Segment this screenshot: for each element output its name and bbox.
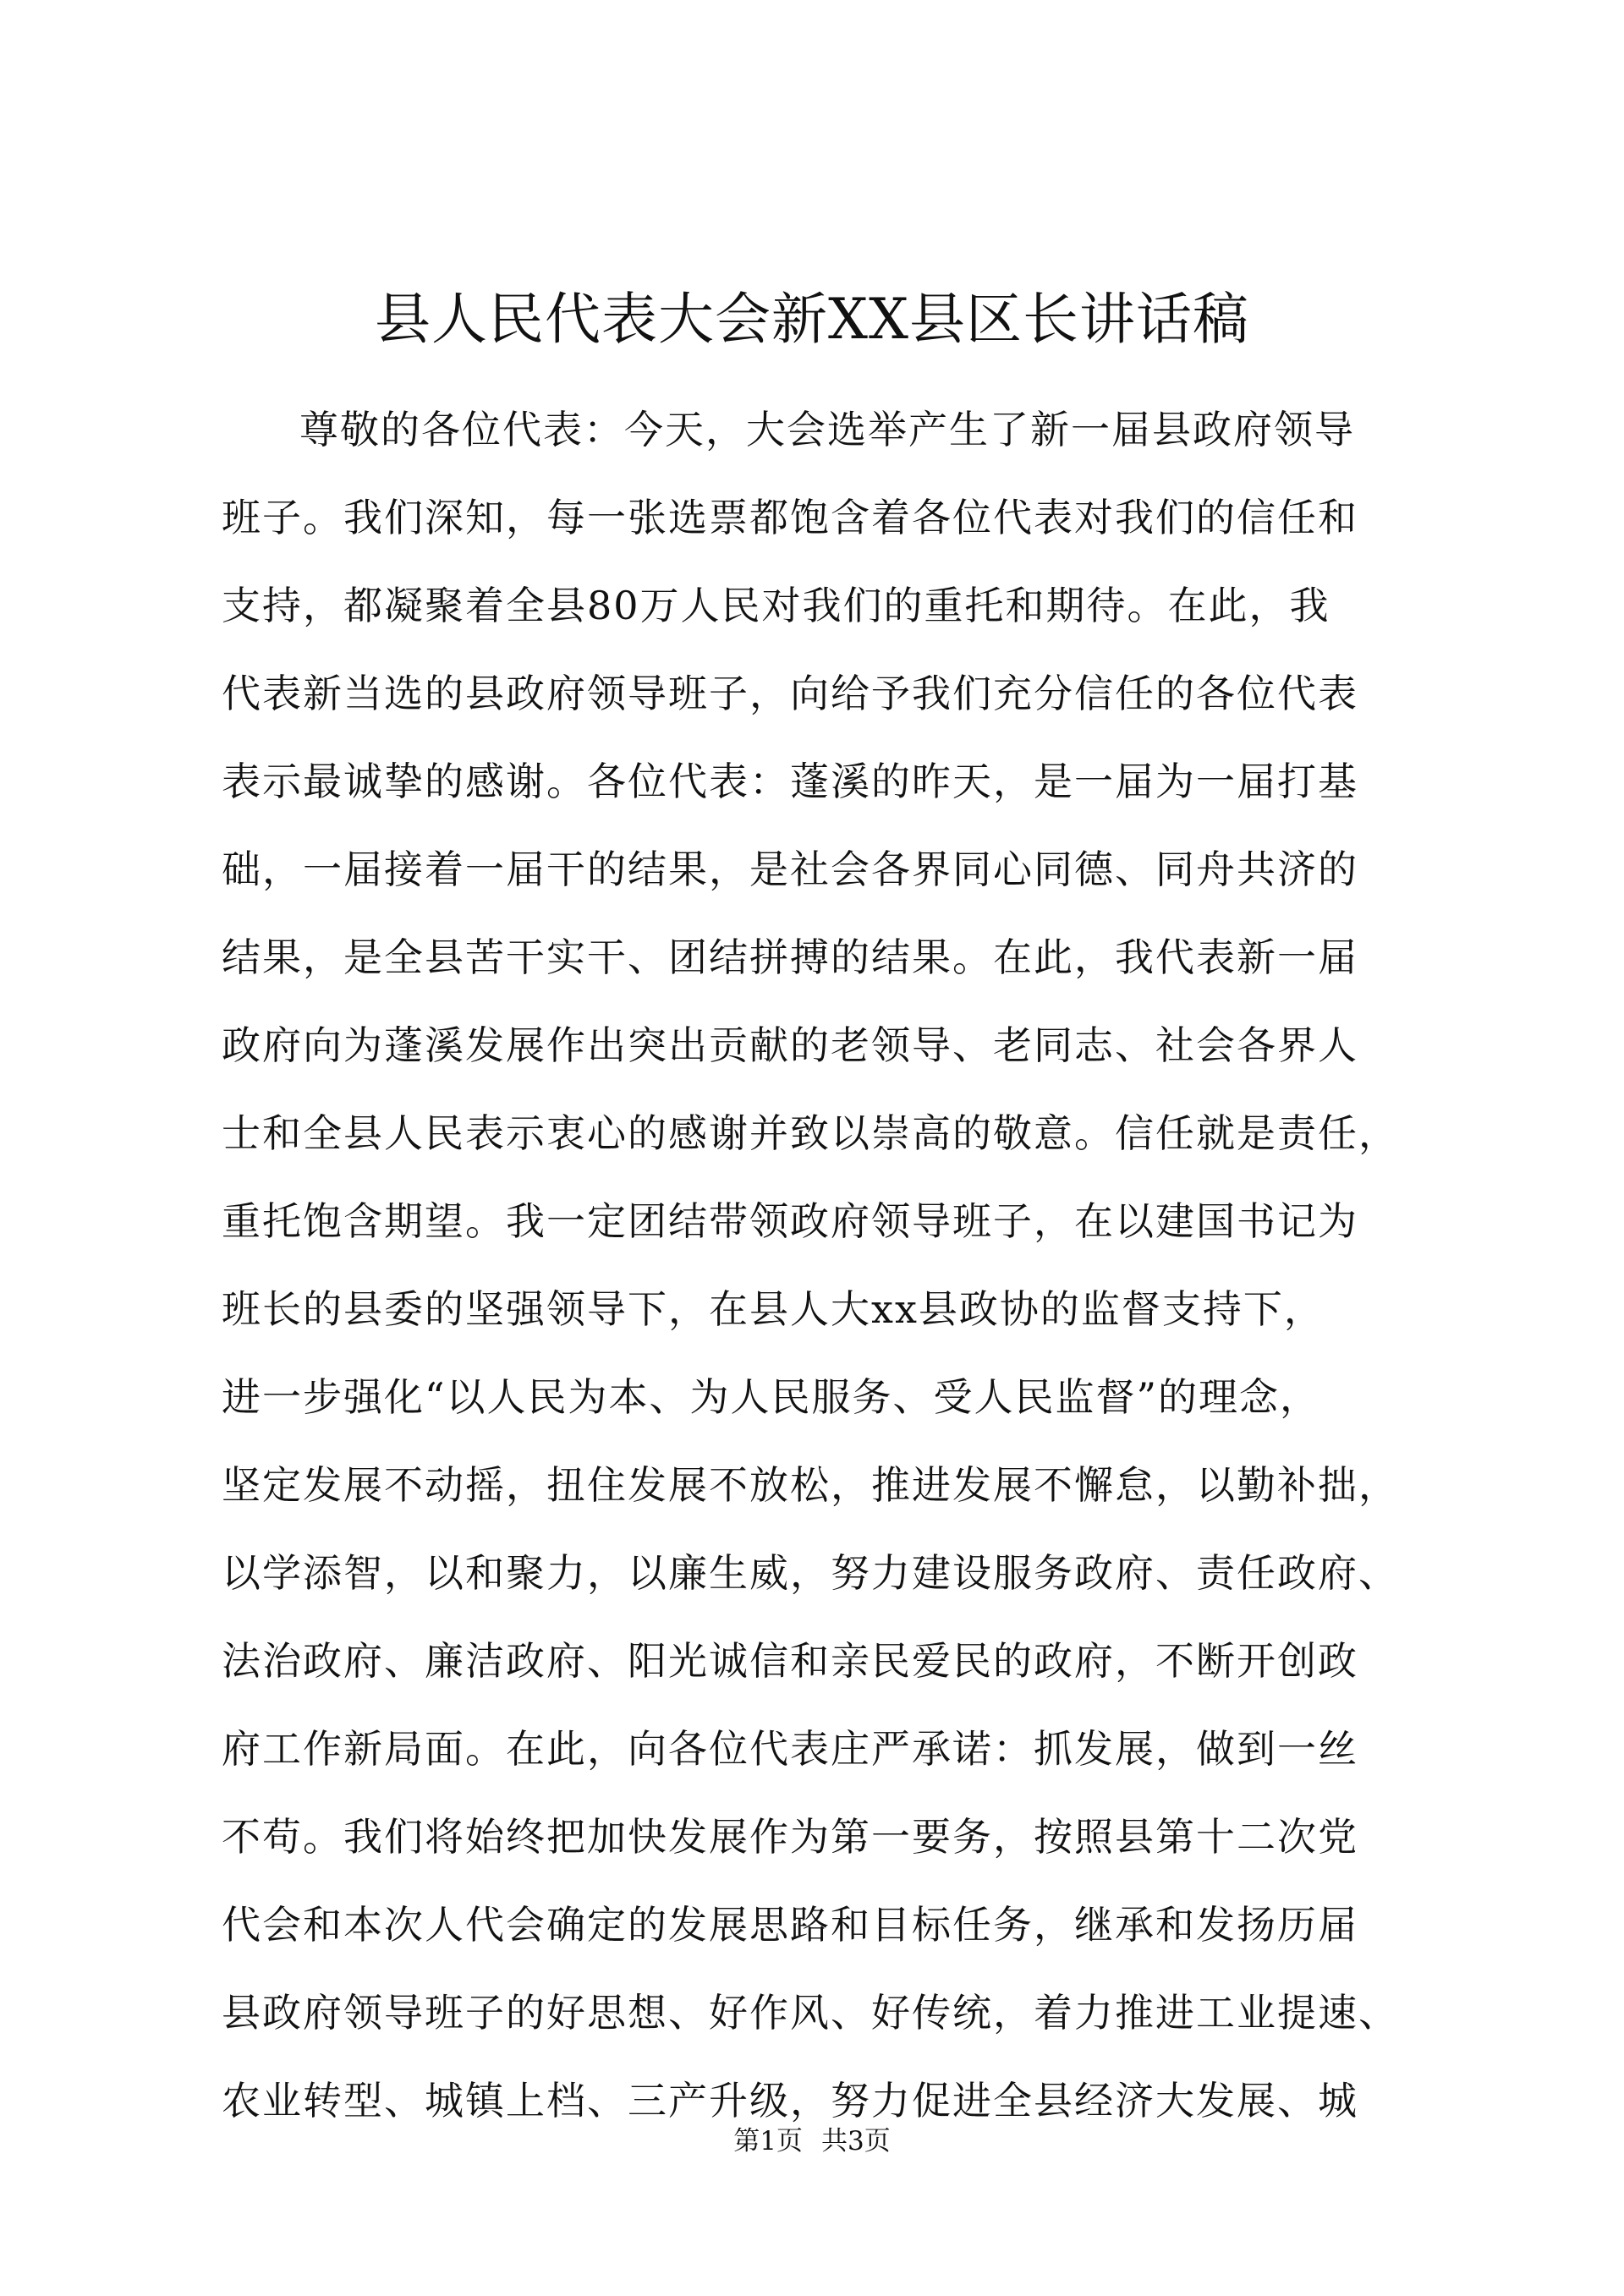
document-body — [222, 386, 1440, 2145]
body-line: 士和全县人民表示衷心的感谢并致以崇高的敬意。信任就是责任， — [222, 1110, 1399, 1156]
body-line: 班子。我们深知，每一张选票都饱含着各位代表对我们的信任和 — [222, 495, 1358, 540]
body-line: 县政府领导班子的好思想、好作风、好传统，着力推进工业提速、 — [222, 1990, 1399, 2036]
body-line: 表示最诚挚的感谢。各位代表：蓬溪的昨天，是一届为一届打基 — [222, 759, 1358, 804]
body-line: 农业转型、城镇上档、三产升级，努力促进全县经济大发展、城 — [222, 2078, 1358, 2123]
body-line: 代会和本次人代会确定的发展思路和目标任务，继承和发扬历届 — [222, 1902, 1358, 1948]
page-footer — [0, 2124, 1624, 2158]
body-line: 不苟。我们将始终把加快发展作为第一要务，按照县第十二次党 — [222, 1814, 1358, 1860]
body-line: 础，一届接着一届干的结果，是社会各界同心同德、同舟共济的 — [222, 847, 1358, 892]
body-line: 府工作新局面。在此，向各位代表庄严承诺：抓发展，做到一丝 — [222, 1726, 1358, 1772]
body-line: 班长的县委的坚强领导下，在县人大xx县政协的监督支持下， — [222, 1286, 1325, 1332]
body-line: 尊敬的各位代表：今天，大会选举产生了新一届县政府领导 — [299, 407, 1355, 452]
body-line: 坚定发展不动摇，扭住发展不放松，推进发展不懈怠，以勤补拙， — [222, 1462, 1399, 1508]
body-line: 支持，都凝聚着全县80万人民对我们的重托和期待。在此，我 — [222, 583, 1330, 628]
body-line: 重托饱含期望。我一定团结带领政府领导班子，在以建国书记为 — [222, 1198, 1358, 1244]
body-line: 代表新当选的县政府领导班子，向给予我们充分信任的各位代表 — [222, 671, 1358, 716]
document-title: 县人民代表大会新XX县区长讲话稿 — [375, 287, 1249, 352]
body-line: 结果，是全县苦干实干、团结拼搏的结果。在此，我代表新一届 — [222, 934, 1358, 980]
body-line: 政府向为蓬溪发展作出突出贡献的老领导、老同志、社会各界人 — [222, 1022, 1358, 1068]
body-line: 以学添智，以和聚力，以廉生威，努力建设服务政府、责任政府、 — [222, 1550, 1399, 1596]
body-line: 法治政府、廉洁政府、阳光诚信和亲民爱民的政府，不断开创政 — [222, 1638, 1358, 1684]
body-line: 进一步强化“以人民为本、为人民服务、受人民监督”的理念， — [222, 1374, 1321, 1420]
page-number: 第1页 — [733, 2126, 803, 2156]
page-total: 共3页 — [821, 2126, 891, 2156]
